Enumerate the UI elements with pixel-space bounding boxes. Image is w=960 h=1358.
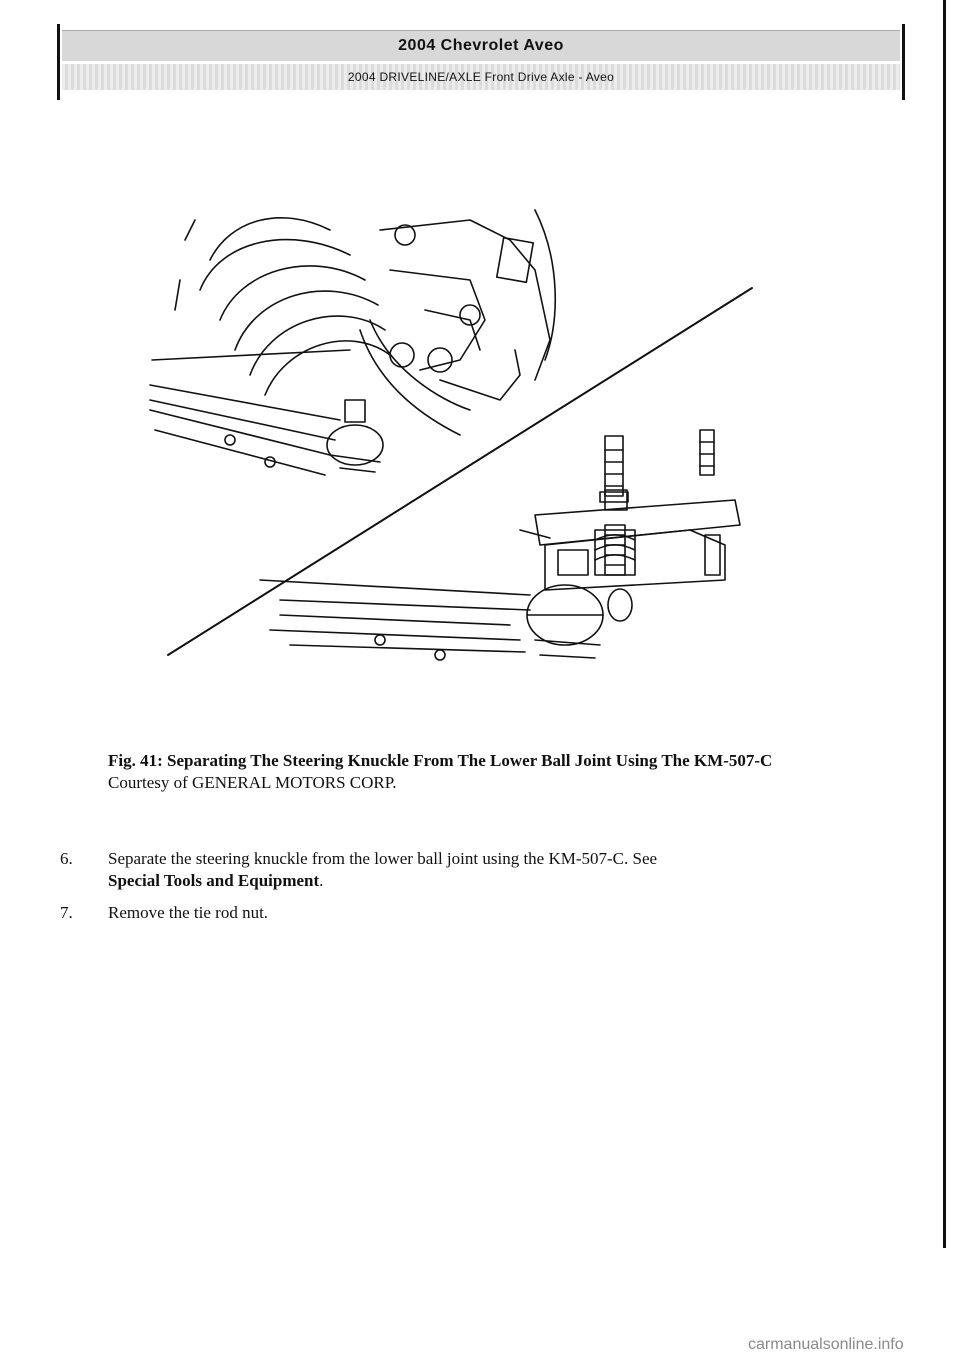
- steering-knuckle-figure: [140, 200, 760, 680]
- step-7-text: Remove the tie rod nut.: [108, 903, 269, 922]
- lower-control-arm-drawing: [260, 580, 530, 660]
- upper-ball-joint-drawing: [327, 400, 383, 472]
- document-title-band: [62, 30, 900, 61]
- lower-ball-joint-drawing: [527, 585, 632, 658]
- step-number: 7.: [60, 903, 73, 922]
- site-watermark: carmanualsonline.info: [748, 1336, 904, 1353]
- figure-caption-title: Fig. 41: Separating The Steering Knuckle From The Lower Ball Joint Using The KM-507-C: [108, 751, 773, 770]
- km-507-c-tool-drawing: [520, 430, 740, 590]
- step-7: [60, 902, 880, 924]
- cv-boot-drawing: [175, 218, 390, 395]
- step-6-text: Separate the steering knuckle from the lower ball joint using the KM-507-C. See: [108, 849, 658, 868]
- step-6: [60, 848, 880, 892]
- step-text: [108, 848, 657, 892]
- left-frame-rule: [57, 24, 60, 100]
- step-6-suffix: .: [319, 871, 324, 890]
- document-title: 2004 Chevrolet Aveo: [398, 37, 564, 54]
- figure-courtesy: Courtesy of GENERAL MOTORS CORP.: [108, 773, 397, 792]
- section-title: 2004 DRIVELINE/AXLE Front Drive Axle - Aveo: [347, 70, 615, 84]
- figure-caption: [108, 750, 898, 794]
- procedure-steps: [60, 848, 880, 934]
- special-tools-link[interactable]: Special Tools and Equipment: [108, 871, 320, 890]
- right-frame-rule: [902, 24, 905, 100]
- section-title-band: [62, 64, 900, 90]
- knuckle-drawing: [360, 210, 555, 435]
- upper-control-arm-drawing: [150, 350, 350, 475]
- step-number: 6.: [60, 849, 73, 868]
- page-edge-rule: [943, 0, 946, 1248]
